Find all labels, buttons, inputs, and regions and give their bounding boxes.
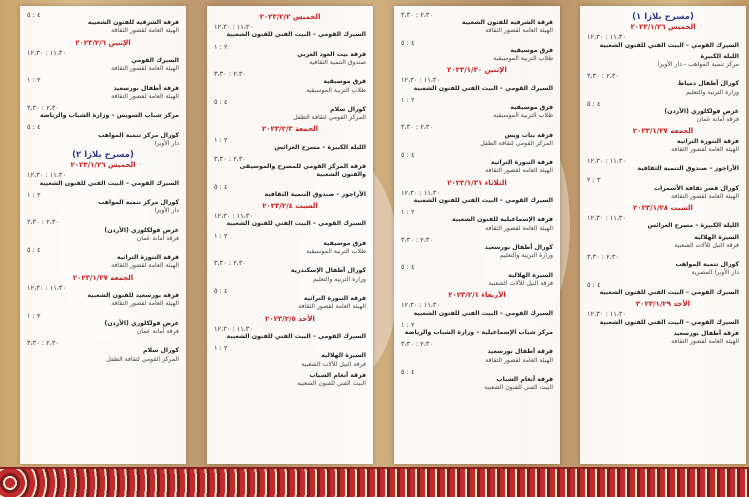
organizer: وزارة التربية والتعليم [499,252,553,260]
venue-title: (مسرح بلازا ١) [632,12,694,22]
schedule-entry [214,98,366,123]
performer-name: كورال قصر ثقافة الأسمرات [653,184,739,192]
performer-name: فرقة أنغام الشباب [309,371,366,379]
organizer: وزارة التربية والتعليم [685,88,739,96]
time-slot: ٢،٣٠ : ٣،٣٠ [401,11,433,19]
day-heading: الجمعة ٢٠٢٣/١/٢٧ [632,127,694,136]
day-heading: السبت ٢٠٢٣/٢/٤ [262,202,318,211]
day-heading: الخميس ٢٠٢٣/٢/٢ [259,13,321,21]
performer-name: السيرك القومي – البيت الفني للفنون الشعبية [599,318,739,326]
schedule-entry [401,11,553,36]
organizer: صندوق التنمية الثقافية [309,59,366,67]
time-slot: ٤ : ٥ [214,97,228,106]
schedule-entry [214,325,366,341]
schedule-column-3 [207,6,373,464]
performer-name: الليلة الكبيرة – مسرح العرائس [274,143,366,151]
organizer: الهيئة العامة لقصور الثقافة [111,65,179,73]
organizer: الهيئة العامة لقصور الثقافة [671,192,739,200]
time-slot: ١١،٣٠ : ١٢،٣٠ [587,214,627,223]
time-slot: ٤ : ٥ [401,38,415,47]
time-slot: ٤ : ٥ [401,367,415,376]
schedule-entry [27,49,179,74]
schedule-entry [27,104,179,120]
performer-name: فرق موسيقية [510,46,553,54]
schedule-entry [587,281,739,297]
organizer: المركز القومي لثقافة الطفل [293,114,366,122]
time-slot: ٢ : ١ [214,42,228,51]
performer-name: الليلة الكبيرة – مسرح العرائس [647,222,739,230]
time-slot: ٢،٣٠ : ٣،٣٠ [401,340,433,349]
time-slot: ١١،٣٠ : ١٢،٣٠ [401,301,441,310]
organizer: البيت الفني للفنون الشعبية [297,379,366,387]
schedule-entry [214,43,366,68]
time-slot: ٢،٣٠ : ٣،٣٠ [27,339,59,348]
time-slot: ٤ : ٥ [214,286,228,295]
performer-name: السيرك القومي – البيت الفني للفنون الشعبية [599,288,739,296]
schedule-entry [401,151,553,176]
organizer: البيت الفني للفنون الشعبية [484,384,553,392]
schedule-column-2 [394,6,560,464]
schedule-entry [27,218,179,243]
time-slot: ١١،٣٠ : ١٢،٣٠ [587,33,627,42]
performer-name: كورال مركز تنمية المواهب [98,199,179,207]
schedule-entry [27,123,179,148]
organizer: الهيئة العامة لقصور الثقافة [485,167,553,175]
schedule-entry [401,39,553,64]
performer-name: فرق موسيقية [323,78,366,86]
time-slot: ٢،٣٠ : ٣،٣٠ [27,104,59,113]
performer-name: فرقة الإسماعيلية للفنون الشعبية [451,216,553,224]
time-slot: ١١،٣٠ : ١٢،٣٠ [401,188,441,197]
performer-name: فرقة بنات ويس [504,131,553,139]
performer-name: السيرك القومي – البيت الفني للفنون الشعبية [226,31,366,39]
organizer: فرقة النيل للآلات الشعبية [488,279,553,287]
time-slot: ٢ : ١ [214,135,228,144]
schedule-entry [401,189,553,205]
schedule-entry [214,232,366,257]
performer-name: مركز شباب السويس – وزارة الشباب والرياضة [39,112,179,120]
time-slot: ٢،٣٠ : ٣،٣٠ [587,72,619,81]
performer-name: فرقة التنورة التراثية [676,137,739,145]
time-slot: ٢،٣٠ : ٣،٣٠ [214,70,246,79]
schedule-column-1 [580,6,746,464]
organizer: الهيئة العامة لقصور الثقافة [485,224,553,232]
performer-name: فرقة أطفال بورسعيد [673,329,739,337]
time-slot: ٢ : ١ [27,76,41,85]
schedule-entry [401,236,553,261]
performer-name: السيرك القومي – البيت الفني للفنون الشعبية [413,309,553,317]
performer-name: كورال تنمية المواهب [675,261,739,269]
time-slot: ١١،٣٠ : ١٢،٣٠ [27,171,67,180]
performer-name: الأراجوز – صندوق التنمية الثقافية [637,165,739,173]
time-slot: ٢،٣٠ : ٣،٣٠ [214,259,246,268]
performer-name: السيرك القومي – البيت الفني للفنون الشعبية [39,179,179,187]
schedule-entry [27,171,179,187]
performer-name: السيرك القومي – البيت الفني للفنون الشعبية [413,84,553,92]
organizer: الهيئة العامة لقصور الثقافة [485,27,553,35]
time-slot: ١١،٣٠ : ١٢،٣٠ [27,48,67,57]
schedule-entry [401,123,553,148]
time-slot: ٤ : ٥ [214,182,228,191]
performer-name: السيرك القومي [131,57,179,65]
performer-name: السيرة الهلالية [508,271,553,279]
schedule-entry [214,344,366,369]
performer-name: عرض فولكلوري (الأردن) [104,319,179,327]
time-slot: ٢ : ١ [401,95,415,104]
schedule-entry [214,70,366,95]
performer-name: فرقة الشرقية للفنون الشعبية [461,19,553,27]
time-slot: ٤ : ٥ [587,280,601,289]
organizer: فرقة أمانة عمان [696,116,739,124]
schedule-entry [587,176,739,201]
organizer: دار الأوبرا المصرية [691,269,739,277]
time-slot: ٢ : ١ [214,344,228,353]
schedule-entry [587,33,739,49]
organizer: طلاب التربية الموسيقية [493,55,553,63]
performer-name: كورال سلام [329,106,366,114]
time-slot: ٣ : ٢ [587,176,601,185]
schedule-entry [214,287,366,312]
performer-name: فرقة التنورة التراثية [303,295,366,303]
performer-name: السيرك القومي – البيت الفني للفنون الشعبية [226,332,366,340]
organizer: الهيئة العامة لقصور الثقافة [485,356,553,364]
schedule-entry [401,368,553,393]
performer-name: السيرك القومي – البيت الفني للفنون الشعبية [599,41,739,49]
time-slot: ٢ : ١ [214,231,228,240]
organizer: الهيئة العامة لقصور الثقافة [298,303,366,311]
schedule-entry [587,157,739,173]
time-slot: ٤ : ٥ [27,11,41,19]
performer-name: فرقة أنغام الشباب [496,375,553,383]
performer-name: فرق موسيقية [510,104,553,112]
time-slot: ١١،٣٠ : ١٢،٣٠ [27,283,67,292]
performer-name: فرقة التنورة التراثية [490,159,553,167]
time-slot: ٤ : ٥ [587,99,601,108]
performer-name: كورال أطفال الإسكندرية [290,267,366,275]
time-slot: ١١،٣٠ : ١٢،٣٠ [214,212,254,221]
schedule-entry [587,138,739,154]
schedule-entry [27,11,179,36]
day-heading: السبت ٢٠٢٣/١/٢٨ [633,204,693,213]
performer-name: فرقة بورسعيد للفنون الشعبية [87,292,179,300]
performer-name: عرض فولكلوري (الأردن) [104,226,179,234]
schedule-entry [27,284,179,309]
performer-name: فرقة أطفال بورسعيد [113,84,179,92]
day-heading: الإثنين ٢٠٢٣/٢/٦ [75,38,131,47]
performer-name: الليلة الكبيرة [700,52,739,60]
time-slot: ٢،٣٠ : ٣،٣٠ [587,253,619,262]
performer-name: فرقة التنورة التراثية [116,254,179,262]
schedule-entry [401,263,553,288]
schedule-entry [401,321,553,337]
schedule-entry [27,312,179,337]
time-slot: ٢،٣٠ : ٣،٣٠ [401,235,433,244]
performer-name: كورال مركز تنمية المواهب [98,131,179,139]
day-heading: الخميس ٢٠٢٣/١/٢٦ [70,161,136,170]
performer-name: كورال سلام [142,347,179,355]
performer-name: فرقة أطفال بورسعيد [487,348,553,356]
organizer: الهيئة العامة لقصور الثقافة [671,337,739,345]
schedule-entry [587,310,739,326]
time-slot: ٢ : ١ [27,190,41,199]
time-slot: ١١،٣٠ : ١٢،٣٠ [587,310,627,319]
organizer: الهيئة العامة لقصور الثقافة [111,300,179,308]
time-slot: ١١،٣٠ : ١٢،٣٠ [587,157,627,166]
time-slot: ٢،٣٠ : ٣،٣٠ [27,218,59,227]
organizer: وزارة التربية والتعليم [312,275,366,283]
organizer: الهيئة العامة لقصور الثقافة [111,27,179,35]
organizer: دار الأوبرا [154,139,179,147]
organizer: المركز القومي لثقافة الطفل [106,355,179,363]
day-heading: الأحد ٢٠٢٣/٢/٥ [265,314,315,323]
organizer: طلاب التربية الموسيقية [493,112,553,120]
schedule-entry [27,76,179,101]
time-slot: ٢ : ١ [27,311,41,320]
schedule-entry [214,183,366,199]
schedule-entry [587,72,739,97]
schedule-entry [587,100,739,125]
time-slot: ٢،٣٠ : ٣،٣٠ [214,155,246,164]
organizer: فرقة أمانة عمان [136,234,179,242]
organizer: فرقة النيل للآلات الشعبية [674,241,739,249]
time-slot: ٤ : ٥ [401,263,415,272]
time-slot: ٤ : ٥ [401,151,415,160]
performer-name: السيرك القومي – البيت الفني للفنون الشعبية [226,220,366,228]
performer-name: كورال أطفال دمياط [677,80,739,88]
schedule-entry [587,253,739,278]
performer-name: السيرك القومي – البيت الفني للفنون الشعبية [413,197,553,205]
organizer: الهيئة العامة لقصور الثقافة [671,145,739,153]
organizer: فرقة أمانة عمان [136,327,179,335]
day-heading: الجمعة ٢٠٢٣/٢/٣ [261,125,319,134]
organizer: طلاب التربية الموسيقية [306,86,366,94]
schedule-entry [587,234,739,250]
schedule-entry [27,191,179,216]
performer-name: فرقة المركز القومي للمسرح والموسيقى والفنون الشعبية [239,163,366,179]
time-slot: ١١،٣٠ : ١٢،٣٠ [214,324,254,333]
performer-name: فرقة بيت العود العربي [297,50,366,58]
schedule-entry [587,214,739,230]
schedule-entry [214,212,366,228]
organizer: مركز تنمية المواهب - دار الأوبرا [657,61,739,69]
day-heading: الثلاثاء ٢٠٢٣/١/٣١ [447,178,507,187]
performer-name: كورال أطفال بورسعيد [484,244,553,252]
day-heading: الجمعة ٢٠٢٣/١/٢٧ [72,273,134,282]
schedule-column-4 [20,6,186,464]
schedule-entry [401,340,553,365]
performer-name: الأراجوز – صندوق التنمية الثقافية [264,190,366,198]
time-slot: ٤ : ٥ [27,246,41,255]
organizer: فرقة النيل للآلات الشعبية [301,360,366,368]
time-slot: ٢،٣٠ : ٣،٣٠ [401,123,433,132]
day-heading: الأحد ٢٠٢٣/١/٢٩ [635,300,691,309]
schedule-entry [214,136,366,152]
performer-name: عرض فولكلوري (الأردن) [664,108,739,116]
organizer: الهيئة العامة لقصور الثقافة [111,92,179,100]
performer-name: فرق موسيقية [323,239,366,247]
venue-title: (مسرح بلازا ٢) [72,150,134,161]
day-heading: الإثنين ٢٠٢٣/١/٣٠ [447,66,507,75]
schedule-entry [587,330,739,346]
schedule-entry [214,259,366,284]
time-slot: ١١،٣٠ : ١٢،٣٠ [401,76,441,85]
schedule-entry [401,301,553,317]
organizer: الهيئة العامة لقصور الثقافة [111,262,179,270]
day-heading: الأربعاء ٢٠٢٣/٢/١ [448,291,506,300]
organizer: المركز القومي لثقافة الطفل [480,139,553,147]
schedule-entry [214,23,366,39]
performer-name: مركز شباب الإسماعيلية – وزارة الشباب والرياضة [404,328,553,336]
time-slot: ٢ : ١ [401,320,415,329]
schedule-entry [401,208,553,233]
schedule-entry [401,76,553,92]
schedule-entry [214,155,366,180]
time-slot: ٢ : ١ [401,208,415,217]
schedule-entry [401,96,553,121]
performer-name: السيرة الهلالية [321,352,366,360]
schedule-entry [587,53,739,69]
time-slot: ١١،٣٠ : ١٢،٣٠ [214,23,254,32]
time-slot: ٤ : ٥ [27,123,41,132]
performer-name: فرقة الشرقية للفنون الشعبية [87,19,179,27]
decorative-border [0,467,749,497]
organizer: دار الأوبرا [154,207,179,215]
performer-name: السيرة الهلالية [694,233,739,241]
schedule-entry [27,246,179,271]
organizer: طلاب التربية الموسيقية [306,248,366,256]
schedule-entry [27,339,179,364]
day-heading: الخميس ٢٠٢٣/١/٢٦ [630,23,696,32]
schedule-entry [214,372,366,388]
